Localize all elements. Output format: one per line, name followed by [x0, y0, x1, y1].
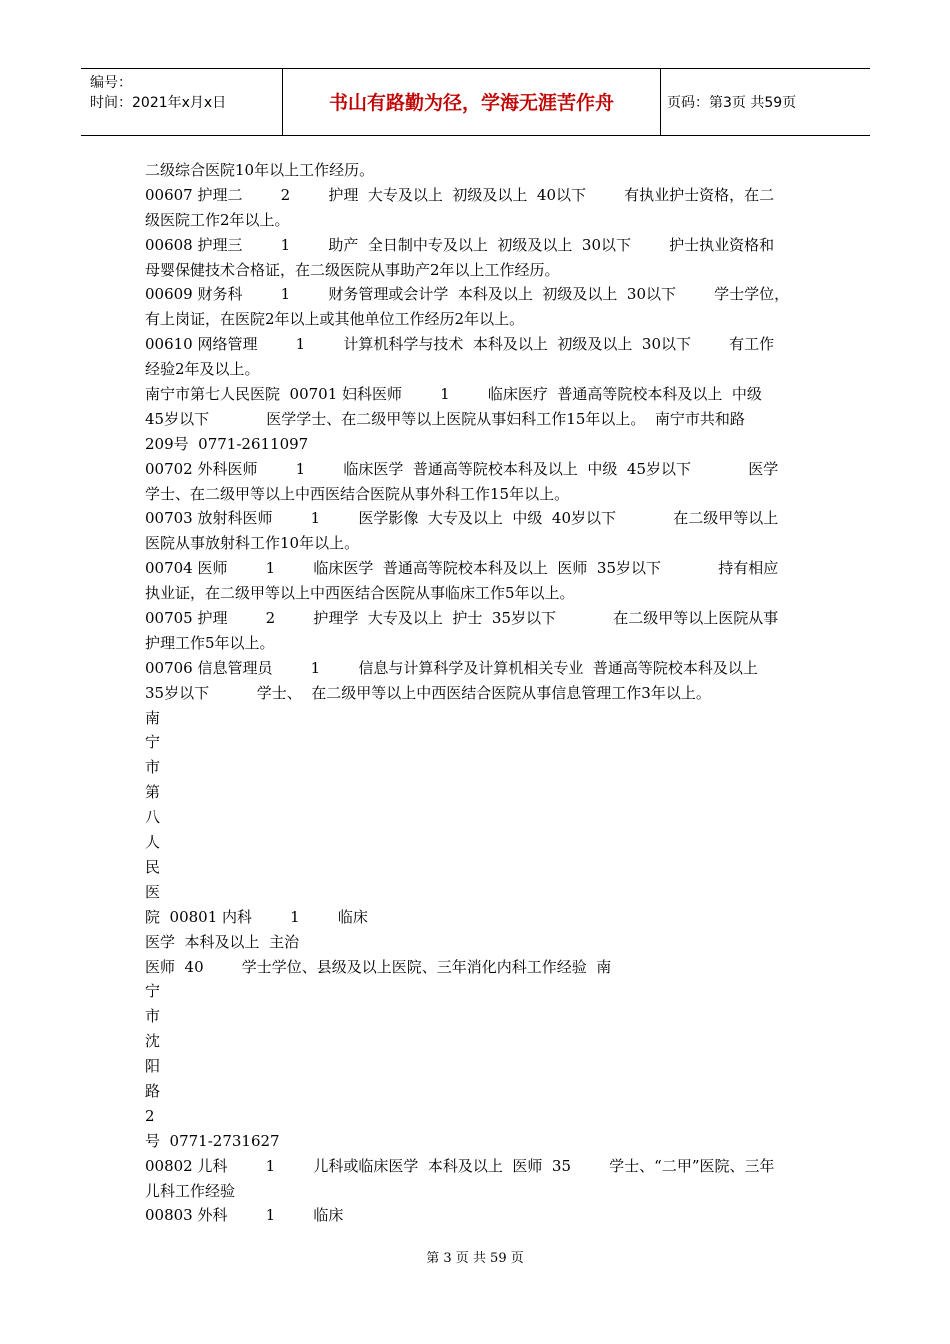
text-line: 有上岗证，在医院2年以上或其他单位工作经历2年以上。 — [145, 310, 525, 329]
text-line: 学士、在二级甲等以上中西医结合医院从事外科工作15年以上。 — [145, 484, 570, 503]
text-line: 护理工作5年以上。 — [145, 633, 275, 652]
header-table — [81, 68, 870, 136]
text-line: 民 — [145, 857, 161, 876]
text-line: 00705 护理 2 护理学 大专及以上 护士 35岁以下 在二级甲等以上医院从事 — [145, 609, 779, 628]
text-line: 00803 外科 1 临床 — [145, 1206, 344, 1225]
header-info-cell — [81, 69, 283, 135]
text-line: 市 — [145, 758, 161, 777]
page-label: 页码：第3页 共59页 — [667, 95, 797, 111]
text-line: 00608 护理三 1 助产 全日制中专及以上 初级及以上 30以下 护士执业资格和 — [145, 235, 775, 254]
page-footer: 第 3 页 共 59 页 — [426, 1251, 524, 1266]
text-line: 00609 财务科 1 财务管理或会计学 本科及以上 初级及以上 30以下 学士学位， — [145, 285, 790, 304]
text-line: 宁 — [145, 982, 161, 1001]
motto: 书山有路勤为径，学海无涯苦作舟 — [283, 69, 661, 135]
text-line: 级医院工作2年以上。 — [145, 210, 290, 229]
text-line: 二级综合医院10年以上工作经历。 — [145, 161, 375, 179]
text-line: 母婴保健技术合格证，在二级医院从事助产2年以上工作经历。 — [145, 260, 560, 279]
text-line: 35岁以下 学士、 在二级甲等以上中西医结合医院从事信息管理工作3年以上。 — [145, 683, 711, 702]
text-line: 医学 本科及以上 主治 — [145, 932, 300, 951]
text-line: 医院从事放射科工作10年以上。 — [145, 534, 360, 553]
text-line: 南 — [145, 708, 161, 727]
text-line: 00802 儿科 1 儿科或临床医学 本科及以上 医师 35 学士、“二甲”医院、三年 — [145, 1156, 775, 1175]
text-line: 00610 网络管理 1 计算机科学与技术 本科及以上 初级及以上 30以下 有工作 — [145, 335, 775, 354]
time-label: 时间：2021年x月x日 — [90, 95, 227, 111]
text-line: 院 00801 内科 1 临床 — [145, 907, 368, 926]
text-line: 号 0771-2731627 — [145, 1131, 280, 1150]
text-line: 执业证，在二级甲等以上中西医结合医院从事临床工作5年以上。 — [145, 584, 575, 603]
text-line: 医师 40 学士学位、县级及以上医院、三年消化内科工作经验 南 — [145, 957, 612, 976]
text-line: 南宁市第七人民医院 00701 妇科医师 1 临床医疗 普通高等院校本科及以上 中级 — [145, 385, 762, 404]
text-line: 00607 护理二 2 护理 大专及以上 初级及以上 40以下 有执业护士资格，在二 — [145, 185, 775, 204]
text-line: 00704 医师 1 临床医学 普通高等院校本科及以上 医师 35岁以下 持有相应 — [145, 559, 779, 578]
text-line: 沈 — [145, 1032, 161, 1051]
text-line: 45岁以下 医学学士、在二级甲等以上医院从事妇科工作15年以上。 南宁市共和路 — [145, 409, 745, 428]
text-line: 儿科工作经验 — [145, 1181, 236, 1200]
text-line: 00703 放射科医师 1 医学影像 大专及以上 中级 40岁以下 在二级甲等以上 — [145, 509, 779, 528]
text-line: 宁 — [145, 733, 161, 752]
number-label: 编号： — [90, 75, 132, 91]
text-line: 人 — [145, 833, 161, 852]
text-line: 阳 — [145, 1057, 161, 1076]
text-line: 第 — [145, 783, 161, 802]
text-line: 路 — [145, 1081, 161, 1100]
document-body — [145, 158, 810, 1228]
text-line: 医 — [145, 882, 161, 901]
text-line: 00702 外科医师 1 临床医学 普通高等院校本科及以上 中级 45岁以下 医学 — [145, 459, 779, 478]
text-line: 00706 信息管理员 1 信息与计算科学及计算机相关专业 普通高等院校本科及以上 — [145, 658, 758, 677]
text-line: 2 — [145, 1106, 155, 1125]
text-line: 经验2年及以上。 — [145, 360, 260, 379]
text-line: 八 — [145, 808, 161, 827]
text-line: 市 — [145, 1007, 161, 1026]
text-line: 209号 0771-2611097 — [145, 434, 309, 453]
